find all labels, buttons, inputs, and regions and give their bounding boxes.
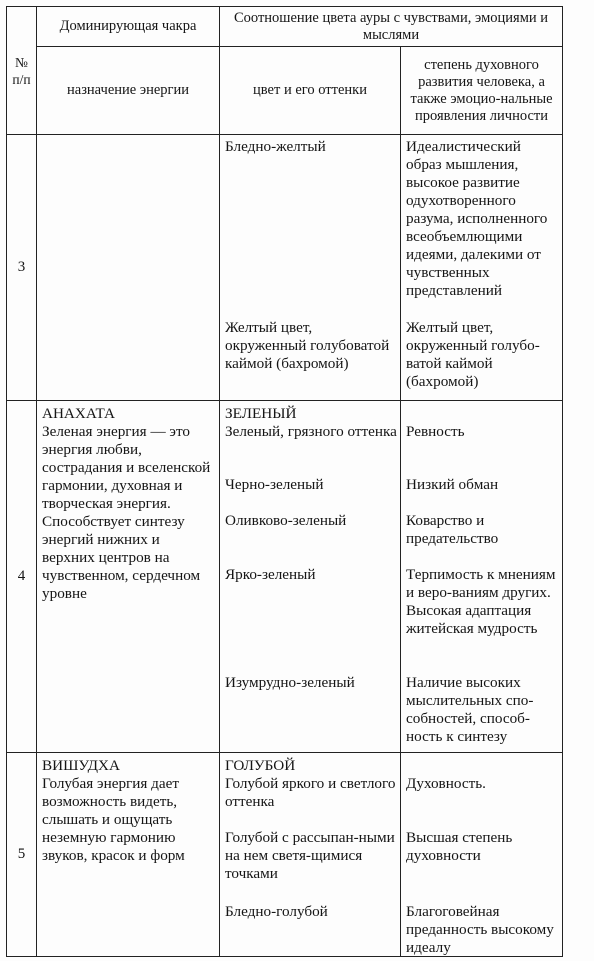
color-item: Оливково-зеленый (225, 512, 347, 529)
chakra-name: ВИШУДХА (42, 757, 120, 774)
meaning-cell (401, 401, 563, 753)
row-number: 5 (7, 753, 37, 957)
header-relation-label: Соотношение цвета ауры с чувствами, эмоциями и мыслями (233, 9, 549, 43)
aura-chakra-table (6, 6, 563, 957)
color-item: Зеленый, грязного оттенка (225, 423, 397, 440)
chakra-cell (37, 753, 220, 957)
header-relation-cell (220, 7, 563, 47)
color-item: Черно-зеленый (225, 476, 324, 493)
table-row (7, 135, 563, 401)
color-item: Изумрудно-зеленый (225, 674, 355, 691)
meaning-item: Терпимость к мнениям и веро-ваниям других. Высокая адаптация житейская мудрость (406, 566, 556, 637)
table-row (7, 401, 563, 753)
meaning-item: Наличие высоких мыслительных спо-собностей, способ-ность к синтезу (406, 674, 534, 745)
header-color-label: цвет и его оттенки (253, 82, 367, 98)
header-chakra-label: Доминирующая чакра (59, 18, 197, 34)
header-spiritual-cell (401, 47, 563, 135)
chakra-description: Зеленая энергия — это энергия любви, сострадания и вселенской гармонии, духовная и творческая энергия. Способствует синтезу энергий нижних и верхних центров на чувственном, сердечном уровне (42, 423, 211, 602)
meaning-item: Низкий обман (406, 476, 499, 493)
color-heading: ГОЛУБОЙ (225, 757, 296, 774)
meaning-item: Высшая степень духовности (406, 829, 513, 864)
meaning-item: Духовность. (406, 775, 486, 792)
color-item: Ярко-зеленый (225, 566, 316, 583)
meaning-item: Благоговейная преданность высокому идеалу (406, 903, 554, 956)
color-item: Бледно-голубой (225, 903, 328, 920)
header-energy-cell (37, 47, 220, 135)
chakra-cell (37, 401, 220, 753)
color-cell (220, 401, 401, 753)
row-number: 4 (7, 401, 37, 753)
header-energy-label: назначение энергии (67, 82, 189, 98)
table-row (7, 753, 563, 957)
row-number: 3 (7, 135, 37, 401)
meaning-item: Коварство и предательство (406, 512, 499, 547)
header-spiritual-label: степень духовного развития человека, а также эмоцио-нальные проявления личности (410, 56, 553, 124)
color-item: Желтый цвет, окруженный голубоватой каймой (бахромой) (225, 319, 390, 372)
chakra-description: Голубая энергия дает возможность видеть, слышать и ощущать неземную гармонию звуков, красок и форм (42, 775, 185, 864)
meaning-item: Желтый цвет, окруженный голубо-ватой каймой (бахромой) (406, 319, 540, 390)
chakra-cell (37, 135, 220, 401)
header-num-cell (7, 7, 37, 135)
meaning-cell (401, 753, 563, 957)
meaning-item: Идеалистический образ мышления, высокое развитие одухотворенного разума, исполненного всеобъемлющими идеями, далекими от чувственных представлений (406, 138, 548, 299)
meaning-cell (401, 135, 563, 401)
header-color-cell (220, 47, 401, 135)
header-num-label: № п/п (12, 54, 31, 87)
meaning-item: Ревность (406, 423, 465, 440)
header-chakra-cell (37, 7, 220, 47)
color-item: Голубой яркого и светлого оттенка (225, 775, 396, 810)
color-item: Бледно-желтый (225, 138, 326, 155)
color-cell (220, 753, 401, 957)
chakra-name: АНАХАТА (42, 405, 115, 422)
color-item: Голубой с рассыпан-ными на нем светя-щимися точками (225, 829, 395, 882)
color-heading: ЗЕЛЕНЫЙ (225, 405, 297, 422)
color-cell (220, 135, 401, 401)
